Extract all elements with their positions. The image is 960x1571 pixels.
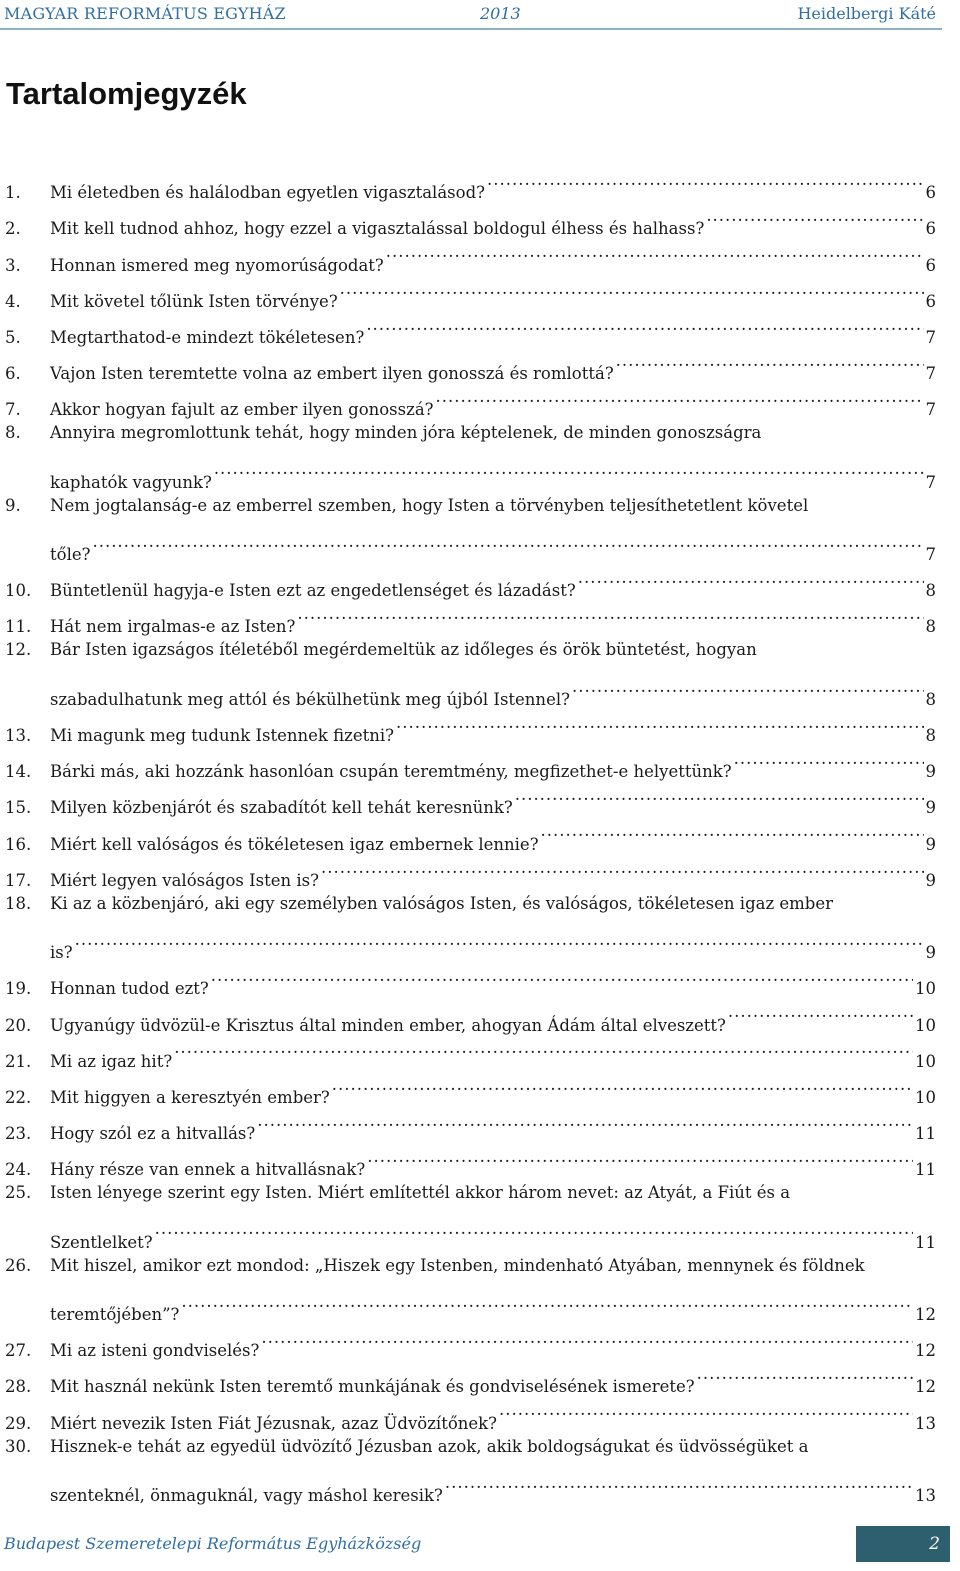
toc-entry[interactable]: [0, 1392, 936, 1433]
toc-dot-leader: [445, 1465, 913, 1501]
toc-entry[interactable]: [0, 850, 936, 890]
toc-entry[interactable]: [0, 271, 936, 311]
toc-dot-leader: [155, 1211, 913, 1247]
toc-entry-line: [0, 1248, 936, 1284]
toc-dot-leader: [261, 1320, 913, 1356]
toc-entry-page: 13: [915, 1413, 936, 1433]
toc-entry-number: 10.: [5, 581, 32, 601]
toc-entry-page: 12: [915, 1377, 936, 1397]
toc-entry-number: 8.: [5, 423, 21, 443]
toc-entry[interactable]: [0, 632, 936, 709]
toc-entry-number: 5.: [5, 327, 21, 347]
toc-dot-leader: [578, 560, 924, 596]
toc-entry-line: [0, 741, 936, 782]
toc-entry-line: [0, 1465, 936, 1505]
toc-entry-number: 21.: [5, 1051, 32, 1071]
toc-entry-line: [0, 560, 936, 601]
toc-entry-number: 2.: [5, 219, 21, 239]
toc-entry-number: 28.: [5, 1377, 32, 1397]
toc-entry-text: Miért legyen valóságos Isten is?: [50, 870, 319, 890]
toc-dot-leader: [515, 777, 924, 813]
toc-dot-leader: [75, 922, 924, 958]
toc-entry[interactable]: [0, 1031, 936, 1071]
toc-dot-leader: [297, 596, 923, 632]
toc-entry-text: Mi magunk meg tudunk Istennek fizetni?: [50, 726, 394, 745]
toc-entry-text: Miért kell valóságos és tökéletesen igaz embernek lennie?: [50, 834, 539, 854]
toc-entry-number: 29.: [5, 1413, 32, 1433]
toc-entry[interactable]: [0, 379, 936, 420]
toc-entry-page: 9: [925, 870, 936, 890]
toc-entry[interactable]: [0, 994, 936, 1035]
toc-entry-line: [0, 1320, 936, 1361]
toc-entry-text: Szentlelket?: [50, 1232, 153, 1252]
toc-entry-page: 6: [925, 183, 936, 203]
toc-dot-leader: [340, 271, 924, 307]
toc-entry[interactable]: [0, 343, 936, 384]
toc-entry-number: 12.: [5, 640, 32, 660]
toc-entry-line: [0, 307, 936, 347]
toc-entry-text: Mit használ nekünk Isten teremtő munkájának és gondviselésének ismerete?: [50, 1377, 695, 1397]
toc-entry-text: Bár Isten igazságos ítéletéből megérdemeltük az időleges és örök büntetést, hogyan: [50, 640, 757, 660]
toc-entry-text: Miért nevezik Isten Fiát Jézusnak, azaz Üdvözítőnek?: [50, 1413, 497, 1433]
toc-entry-text: Nem jogtalanság-e az emberrel szemben, hogy Isten a törvényben teljesíthetetlent követel: [50, 495, 809, 515]
toc-entry[interactable]: [0, 958, 936, 999]
toc-entry-line: [0, 1356, 936, 1397]
toc-dot-leader: [706, 198, 923, 234]
toc-entry-line: [0, 488, 936, 524]
toc-entry-number: 19.: [5, 979, 32, 999]
toc-entry-line: [0, 1103, 936, 1144]
toc-entry-page: 7: [925, 400, 936, 420]
toc-entry-number: 13.: [5, 726, 32, 745]
toc-entry-page: 8: [925, 689, 936, 709]
toc-entry[interactable]: [0, 1175, 936, 1252]
toc-entry-text: Mit kell tudnod ahhoz, hogy ezzel a vigasztalással boldogul élhess és halhass?: [50, 219, 705, 239]
toc-entry-line: [0, 1139, 936, 1180]
toc-entry-page: 6: [925, 255, 936, 275]
toc-entry-number: 24.: [5, 1160, 32, 1180]
page-header: [0, 0, 942, 30]
toc-entry-number: 18.: [5, 893, 32, 913]
toc-entry-text: szenteknél, önmaguknál, vagy máshol keresik?: [50, 1485, 443, 1505]
toc-entry-page: 8: [925, 581, 936, 601]
toc-entry-text: Mi az igaz hit?: [50, 1051, 173, 1071]
toc-entry-line: [0, 813, 936, 854]
toc-dot-leader: [436, 379, 924, 415]
toc-dot-leader: [487, 162, 924, 198]
toc-entry-line: [0, 1284, 936, 1324]
toc-entry-number: 6.: [5, 364, 21, 384]
toc-entry-number: 25.: [5, 1183, 32, 1203]
footer-page-box: [856, 1526, 950, 1562]
toc-entry-page: 10: [915, 1015, 936, 1035]
toc-entry-line: [0, 524, 936, 565]
toc-entry-text: Mit hiszel, amikor ezt mondod: „Hiszek egy Istenben, mindenható Atyában, mennynek és földnek: [50, 1255, 865, 1275]
toc-entry[interactable]: [0, 1320, 936, 1361]
toc-entry-page: 13: [915, 1485, 936, 1505]
page-footer: [0, 1524, 960, 1564]
toc-entry-line: [0, 1067, 936, 1107]
toc-entry-text: Hogy szól ez a hitvallás?: [50, 1124, 256, 1144]
footer-congregation-name: Budapest Szemeretelepi Református Egyházközség: [4, 1534, 422, 1553]
toc-entry-number: 15.: [5, 798, 32, 818]
toc-entry-text: Ki az a közbenjáró, aki egy személyben valóságos Isten, és valóságos, tökéletesen igaz ember: [50, 893, 834, 913]
page-title: Tartalomjegyzék: [6, 76, 247, 111]
toc-entry-page: 9: [925, 943, 936, 963]
toc-entry-line: [0, 886, 936, 922]
toc-entry-number: 22.: [5, 1087, 32, 1107]
toc-entry[interactable]: [0, 813, 936, 854]
toc-entry[interactable]: [0, 1356, 936, 1397]
toc-entry-text: Vajon Isten teremtette volna az embert ilyen gonosszá és romlottá?: [50, 364, 614, 384]
toc-entry-line: [0, 777, 936, 818]
toc-entry-text: Annyira megromlottunk tehát, hogy minden jóra képtelenek, de minden gonoszságra: [50, 423, 762, 443]
toc-entry-page: 10: [915, 1087, 936, 1107]
toc-entry-number: 26.: [5, 1255, 32, 1275]
toc-entry[interactable]: [0, 1248, 936, 1324]
toc-entry-line: [0, 415, 936, 451]
toc-dot-leader: [214, 452, 924, 488]
toc-entry-text: Büntetlenül hagyja-e Isten ezt az engedetlenséget és lázadást?: [50, 581, 576, 601]
toc-entry[interactable]: [0, 886, 936, 963]
toc-entry-page: 11: [915, 1124, 936, 1144]
toc-entry-line: [0, 234, 936, 275]
toc-entry[interactable]: [0, 1067, 936, 1107]
toc-entry-page: 12: [915, 1305, 936, 1324]
toc-dot-leader: [366, 307, 923, 343]
toc-dot-leader: [257, 1103, 913, 1139]
toc-entry-line: [0, 994, 936, 1035]
toc-entry-page: 7: [925, 545, 936, 565]
toc-entry-text: Honnan ismered meg nyomorúságodat?: [50, 255, 384, 275]
toc-entry-number: 27.: [5, 1341, 32, 1361]
toc-entry-text: kaphatók vagyunk?: [50, 472, 212, 492]
toc-entry-text: Hisznek-e tehát az egyedül üdvözítő Jézusban azok, akik boldogságukat és üdvösségüket a: [50, 1436, 809, 1456]
toc-dot-leader: [616, 343, 924, 379]
toc-entry-line: [0, 922, 936, 963]
toc-entry[interactable]: [0, 1429, 936, 1505]
toc-dot-leader: [332, 1067, 913, 1103]
toc-entry-line: [0, 1211, 936, 1252]
toc-entry[interactable]: [0, 1103, 936, 1144]
toc-entry[interactable]: [0, 415, 936, 492]
toc-entry-number: 20.: [5, 1015, 32, 1035]
toc-entry-number: 11.: [5, 617, 32, 637]
toc-entry-line: [0, 343, 936, 384]
toc-entry-page: 8: [925, 617, 936, 637]
toc-entry[interactable]: [0, 162, 936, 203]
toc-entry[interactable]: [0, 1139, 936, 1180]
toc-entry-page: 12: [915, 1341, 936, 1361]
toc-entry-line: [0, 958, 936, 999]
toc-entry-line: [0, 452, 936, 492]
toc-entry-line: [0, 850, 936, 890]
header-document-title: Heidelbergi Káté: [797, 4, 936, 23]
toc-dot-leader: [697, 1356, 913, 1392]
toc-entry-page: 11: [915, 1232, 936, 1252]
toc-entry-page: 9: [925, 834, 936, 854]
toc-entry-text: Isten lényege szerint egy Isten. Miért említettél akkor három nevet: az Atyát, a Fiút és a: [50, 1183, 791, 1203]
toc-entry-text: Megtarthatod-e mindezt tökéletesen?: [50, 327, 365, 347]
toc-entry-text: Mit higgyen a keresztyén ember?: [50, 1087, 330, 1107]
toc-entry-page: 7: [925, 327, 936, 347]
toc-entry-line: [0, 1175, 936, 1211]
toc-dot-leader: [396, 705, 924, 741]
footer-page-number: 2: [929, 1534, 940, 1554]
toc-dot-leader: [211, 958, 913, 994]
toc-dot-leader: [734, 741, 924, 777]
toc-entry-text: is?: [50, 943, 73, 963]
toc-entry-line: [0, 198, 936, 239]
toc-entry-text: Mi az isteni gondviselés?: [50, 1341, 260, 1361]
toc-entry-page: 6: [925, 219, 936, 239]
toc-entry-text: teremtőjében”?: [50, 1305, 180, 1324]
toc-dot-leader: [728, 994, 913, 1030]
toc-entry-number: 23.: [5, 1124, 32, 1144]
toc-entry-page: 9: [925, 762, 936, 782]
toc-entry-text: Hát nem irgalmas-e az Isten?: [50, 617, 296, 637]
toc-entry-number: 4.: [5, 291, 21, 311]
toc-dot-leader: [92, 524, 923, 560]
toc-entry[interactable]: [0, 705, 936, 745]
toc-entry[interactable]: [0, 307, 936, 347]
toc-entry[interactable]: [0, 198, 936, 239]
toc-entry[interactable]: [0, 741, 936, 782]
toc-entry-page: 11: [915, 1160, 936, 1180]
toc-dot-leader: [181, 1284, 913, 1320]
toc-entry-line: [0, 162, 936, 203]
toc-dot-leader: [174, 1031, 913, 1067]
toc-entry-page: 8: [925, 726, 936, 745]
toc-entry-number: 3.: [5, 255, 21, 275]
header-church-name: MAGYAR REFORMÁTUS EGYHÁZ: [4, 4, 286, 23]
toc-entry-line: [0, 1429, 936, 1465]
toc-entry-page: 9: [925, 798, 936, 818]
toc-entry-text: Honnan tudod ezt?: [50, 979, 209, 999]
toc-entry-number: 30.: [5, 1436, 32, 1456]
toc-dot-leader: [386, 234, 924, 270]
toc-entry-line: [0, 632, 936, 668]
toc-entry[interactable]: [0, 777, 936, 818]
toc-entry-line: [0, 271, 936, 311]
toc-entry-line: [0, 596, 936, 637]
toc-entry-text: tőle?: [50, 545, 91, 565]
toc-dot-leader: [499, 1392, 913, 1428]
toc-dot-leader: [367, 1139, 913, 1175]
toc-entry-line: [0, 1392, 936, 1433]
header-year: 2013: [480, 4, 521, 23]
toc-entry-number: 7.: [5, 400, 21, 420]
toc-dot-leader: [541, 813, 924, 849]
toc-entry-number: 14.: [5, 762, 32, 782]
toc-entry-line: [0, 669, 936, 709]
toc-entry-number: 17.: [5, 870, 32, 890]
toc-entry-page: 6: [925, 291, 936, 311]
toc-entry[interactable]: [0, 560, 936, 601]
toc-entry-number: 16.: [5, 834, 32, 854]
toc-entry-text: Akkor hogyan fajult az ember ilyen gonosszá?: [50, 400, 434, 420]
toc-entry-number: 1.: [5, 183, 21, 203]
toc-entry-page: 7: [925, 364, 936, 384]
toc-entry-number: 9.: [5, 495, 21, 515]
toc-entry-text: Ugyanúgy üdvözül-e Krisztus által minden ember, ahogyan Ádám által elveszett?: [50, 1015, 726, 1035]
toc-entry-text: Mi életedben és halálodban egyetlen vigasztalásod?: [50, 183, 485, 203]
toc-entry-text: Hány része van ennek a hitvallásnak?: [50, 1160, 366, 1180]
toc-entry-text: szabadulhatunk meg attól és békülhetünk meg újból Istennel?: [50, 689, 570, 709]
toc-entry-text: Bárki más, aki hozzánk hasonlóan csupán teremtmény, megfizethet-e helyettünk?: [50, 762, 732, 782]
toc-entry-line: [0, 1031, 936, 1071]
toc-entry-line: [0, 379, 936, 420]
toc-entry[interactable]: [0, 488, 936, 565]
toc-dot-leader: [321, 850, 924, 886]
toc-entry[interactable]: [0, 234, 936, 275]
toc-entry-page: 7: [925, 472, 936, 492]
toc-entry-page: 10: [915, 1051, 936, 1071]
toc-entry-page: 10: [915, 979, 936, 999]
toc-entry-line: [0, 705, 936, 745]
table-of-contents: [0, 162, 960, 1505]
toc-entry-text: Milyen közbenjárót és szabadítót kell tehát keresnünk?: [50, 798, 513, 818]
toc-dot-leader: [572, 669, 924, 705]
toc-entry[interactable]: [0, 596, 936, 637]
toc-entry-text: Mit követel tőlünk Isten törvénye?: [50, 291, 338, 311]
